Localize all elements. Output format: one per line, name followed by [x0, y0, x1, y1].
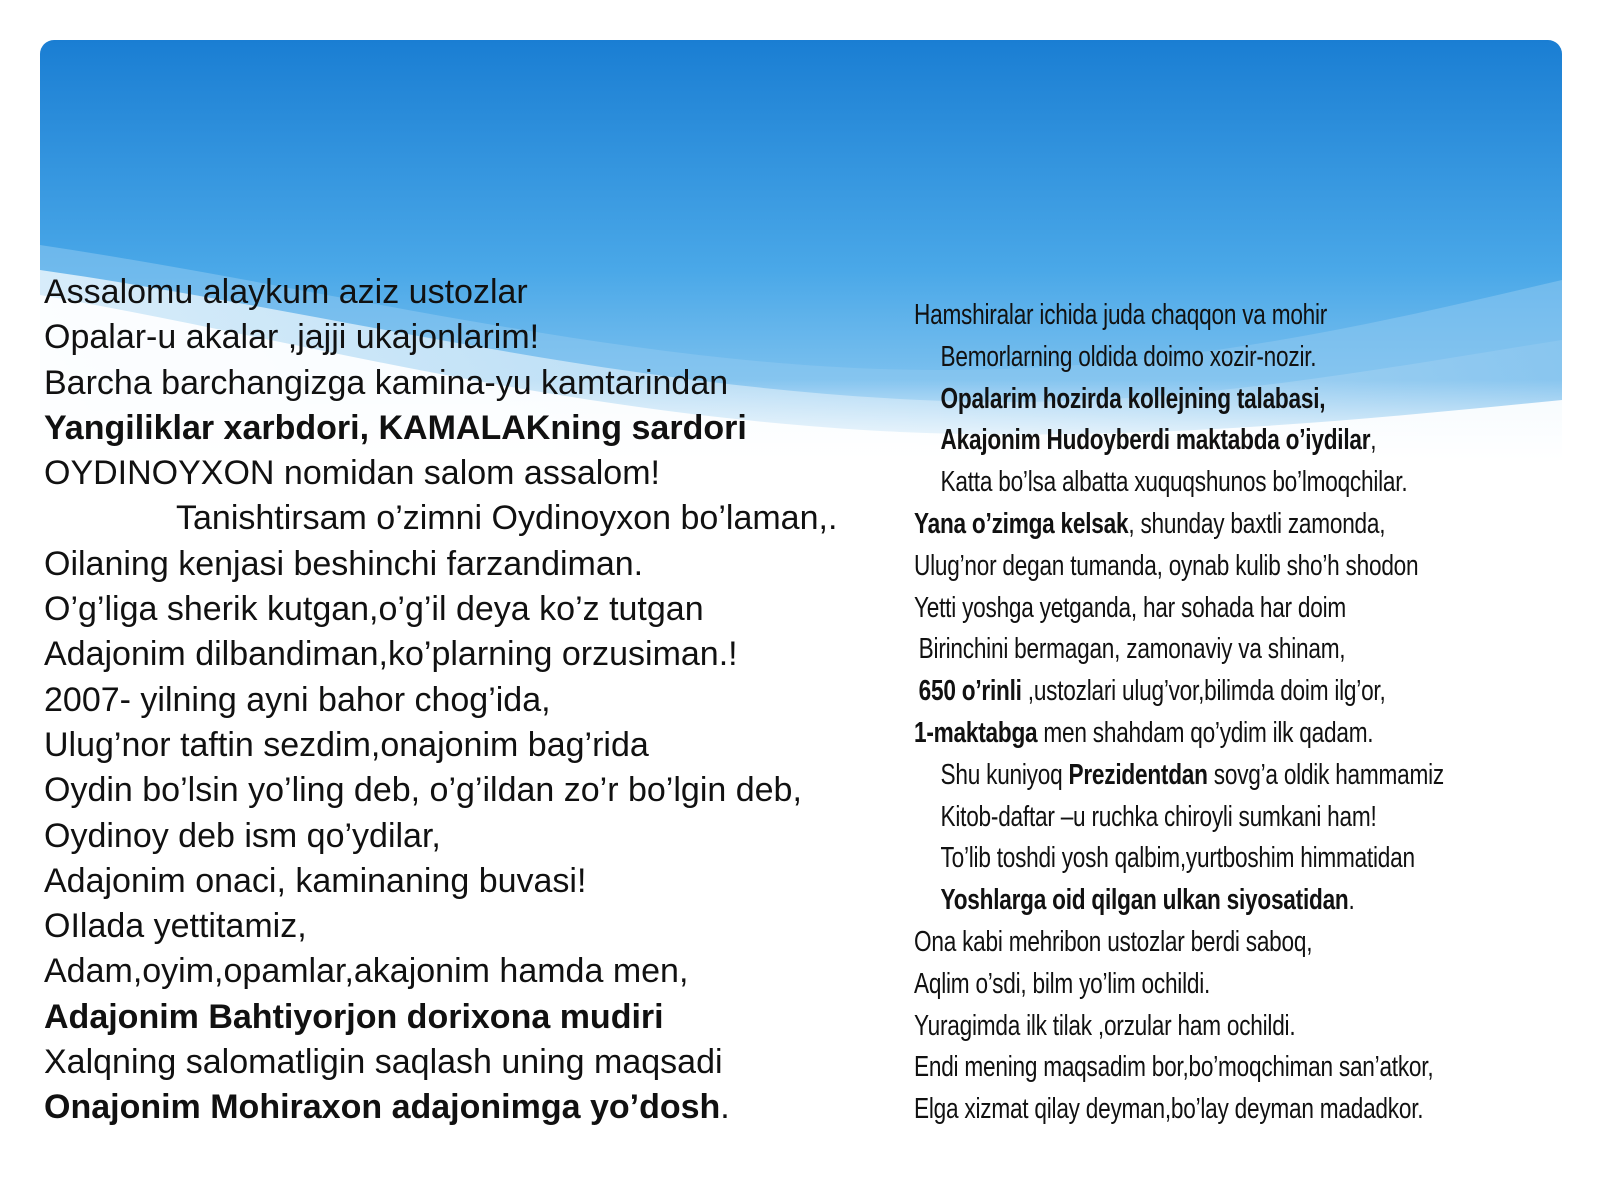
text: Oydinoy deb ism qo’ydilar,: [44, 816, 441, 855]
right-poem-line: [914, 755, 1444, 797]
text: Katta bo’lsa albatta xuquqshunos bo’lmoqchilar.: [940, 466, 1408, 499]
text: Endi mening maqsadim bor,bo’moqchiman san’atkor,: [914, 1051, 1434, 1084]
bold-text: Yana o’zimga kelsak: [914, 507, 1129, 540]
left-poem-line: [44, 859, 904, 904]
text: Shu kuniyoq: [940, 758, 1069, 791]
text: Aqlim o’sdi, bilm yo’lim ochildi.: [914, 967, 1211, 1000]
left-poem-line: [44, 814, 904, 859]
left-poem-line: [44, 315, 904, 360]
right-poem-line: [914, 964, 1429, 1006]
text: Kitob-daftar –u ruchka chiroyli sumkani ham!: [940, 800, 1377, 833]
text: Oydin bo’lsin yo’ling deb, o’g’ildan zo’r bo’lgin deb,: [44, 771, 802, 810]
right-poem-line: [914, 671, 1429, 713]
text: Birinchini bermagan, zamonaviy va shinam,: [918, 633, 1346, 666]
left-poem-line: [44, 904, 904, 949]
text: Hamshiralar ichida juda chaqqon va mohir: [914, 299, 1328, 331]
text: Bemorlarning oldida doimo xozir-nozir.: [940, 340, 1317, 373]
text: Adam,oyim,opamlar,akajonim hamda men,: [44, 952, 689, 991]
text: Yuragimda ilk tilak ,orzular ham ochildi.: [914, 1009, 1296, 1042]
bold-text: 650 o’rinli: [918, 675, 1022, 708]
left-poem-line: [44, 723, 904, 768]
text: Ona kabi mehribon ustozlar berdi saboq,: [914, 925, 1313, 958]
text: .: [1348, 884, 1355, 917]
text: men shahdam qo’ydim ilk qadam.: [1037, 716, 1374, 749]
text: ,ustozlari ulug’vor,bilimda doim ilg’or,: [1021, 675, 1386, 708]
text: To’lib toshdi yosh qalbim,yurtboshim himmatidan: [940, 842, 1415, 875]
text: Opalar-u akalar ,jajji ukajonlarim!: [44, 318, 540, 357]
text: Elga xizmat qilay deyman,bo’lay deyman madadkor.: [914, 1093, 1424, 1126]
bold-text: Yangiliklar xarbdori, KAMALAKning sardori: [44, 408, 747, 447]
text: Tanishtirsam o’zimni Oydinoyxon bo’laman,.: [176, 499, 838, 538]
left-poem-line: [44, 496, 904, 541]
right-poem-line: [914, 504, 1429, 546]
text: 2007- yilning ayni bahor chog’ida,: [44, 680, 551, 719]
left-poem-line: [44, 542, 904, 587]
text: Xalqning salomatligin saqlash uning maqsadi: [44, 1043, 723, 1082]
right-poem-line: [914, 713, 1429, 755]
bold-text: Onajonim Mohiraxon adajonimga yo’dosh: [44, 1088, 721, 1127]
left-poem-column: [44, 270, 904, 1131]
text: Adajonim dilbandiman,ko’plarning orzusiman.!: [44, 635, 738, 674]
bold-text: Prezidentdan: [1068, 758, 1208, 791]
text: sovg’a oldik hammamiz: [1207, 758, 1444, 791]
bold-text: 1-maktabga: [914, 716, 1038, 749]
right-poem-line: [914, 295, 1429, 337]
text: Yetti yoshga yetganda, har sohada har doim: [914, 591, 1346, 624]
bold-text: Yoshlarga oid qilgan ulkan siyosatidan: [940, 884, 1349, 917]
right-poem-line: [914, 838, 1429, 880]
right-poem-line: [914, 1047, 1434, 1089]
left-poem-line: [44, 949, 904, 994]
right-poem-line: [914, 337, 1429, 379]
text: Adajonim onaci, kaminaning buvasi!: [44, 861, 587, 900]
right-poem-line: [914, 797, 1429, 839]
right-poem-line: [914, 880, 1429, 922]
text: OYDINOYXON nomidan salom assalom!: [44, 454, 660, 493]
text: O’g’liga sherik kutgan,o’g’il deya ko’z tutgan: [44, 590, 704, 629]
right-poem-line: [914, 379, 1429, 421]
bold-text: Akajonim Hudoyberdi maktabda o’iydilar: [940, 424, 1371, 457]
left-poem-line: [44, 995, 904, 1040]
left-poem-line: [44, 768, 904, 813]
left-poem-line: [44, 1085, 904, 1130]
right-poem-line: [914, 462, 1429, 504]
text: Barcha barchangizga kamina-yu kamtarindan: [44, 363, 729, 402]
left-poem-line: [44, 406, 904, 451]
text: Oilaning kenjasi beshinchi farzandiman.: [44, 544, 644, 583]
left-poem-line: [44, 1040, 904, 1085]
left-poem-line: [44, 632, 904, 677]
right-poem-line: [914, 546, 1429, 588]
left-poem-line: [44, 270, 904, 315]
text: .: [720, 1088, 730, 1127]
left-poem-line: [44, 361, 904, 406]
text: , shunday baxtli zamonda,: [1128, 507, 1386, 540]
left-poem-line: [44, 678, 904, 723]
right-poem-line: [914, 629, 1429, 671]
text: Ulug’nor taftin sezdim,onajonim bag’rida: [44, 725, 649, 764]
text: Assalomu alaykum aziz ustozlar: [44, 273, 528, 311]
text: OIlada yettitamiz,: [44, 907, 307, 946]
left-poem-line: [44, 587, 904, 632]
right-poem-line: [914, 588, 1429, 630]
right-poem-line: [914, 1006, 1429, 1048]
text: ,: [1370, 424, 1377, 457]
right-poem-line: [914, 1089, 1429, 1131]
bold-text: Opalarim hozirda kollejning talabasi,: [940, 382, 1326, 415]
right-poem-line: [914, 420, 1429, 462]
left-poem-line: [44, 451, 904, 496]
right-poem-column: [914, 295, 1574, 1131]
right-poem-line: [914, 922, 1429, 964]
text: Ulug’nor degan tumanda, oynab kulib sho’h shodon: [914, 549, 1419, 582]
bold-text: Adajonim Bahtiyorjon dorixona mudiri: [44, 997, 664, 1036]
